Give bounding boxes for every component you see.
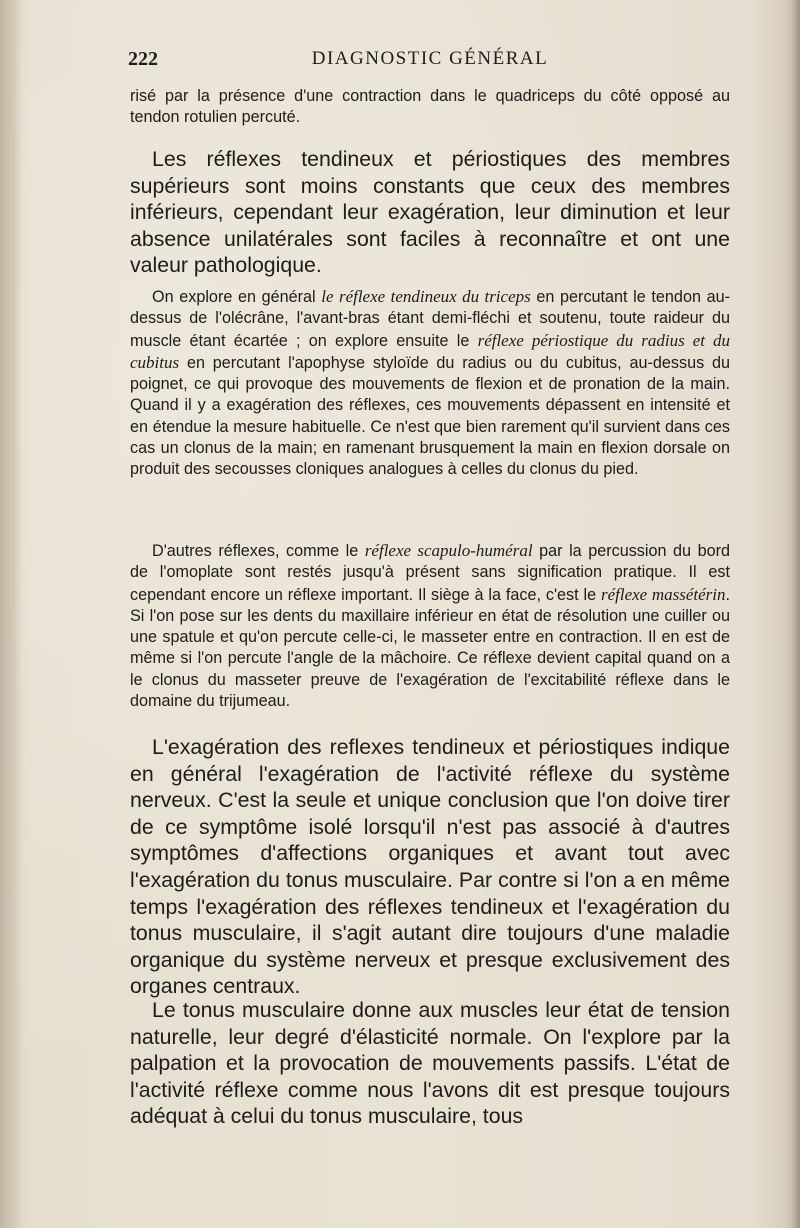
text-run: . Si l'on pose sur les dents du maxillaire inférieur en état de résolution une cuiller ou une spatule et qu'on percute celle-ci, le masseter entre en contraction. Il en est de même si l'on percute l'angle de la mâchoire. Ce réflexe devient capital quand on a le clonus du masseter preuve de l'exagération de l'excitabilité réflexe dans le domaine du trijumeau. [130, 585, 730, 711]
text-run: en percutant le tendon au-dessus de l'olécrâne, l'avant-bras étant demi-fléchi et soutenu, toute raideur du muscle étant écartée ; on explore ensuite le [130, 288, 730, 350]
paragraph-continuation: risé par la présence d'une contraction dans le quadriceps du côté opposé au tendon rotulien percuté. [130, 87, 730, 127]
page-right-edge [786, 0, 800, 1228]
text-run: par la percussion du bord de l'omoplate sont restés jusqu'à présent sans signification pratique. Il est cependant encore un réflexe important. Il siège à la face, c'est le [130, 542, 731, 604]
page-left-edge [0, 0, 22, 1228]
text-run: D'autres réflexes, comme le [152, 542, 365, 560]
paragraph-upper-limb-reflexes: Les réflexes tendineux et périostiques des membres supérieurs sont moins constants que ceux des membres inférieurs, cependant leur exagération, leur diminution et leur absence unilatérales sont faciles à reconnaître et ont une valeur pathologique. [130, 147, 730, 278]
italic-term-masseter-reflex: réflexe massétérin [600, 584, 726, 604]
text-run: en percutant l'apophyse styloïde du radius ou du cubitus, au-dessus du poignet, ce qui provoque des mouvements de flexion et de pronation de la main. Quand il y a exagération des réflexes, ces mouvements dépassent en intensité et en étendue la mesure habituelle. Ce n'est que bien rarement qu'il survient dans ces cas un clonus de la main; en ramenant brusquement la main en flexion dorsale on produit des secousses cloniques analogues à celles du clonus du pied. [130, 353, 730, 479]
paragraph-reflex-exaggeration: L'exagération des reflexes tendineux et périostiques indique en général l'exagération de l'activité réflexe du système nerveux. C'est la seule et unique conclusion que l'on doive tirer de ce symptôme isolé lorsqu'il n'est pas associé à d'autres symptômes d'affections organiques et avant tout avec l'exagération du tonus musculaire. Par contre si l'on a en même temps l'exagération des réflexes tendineux et l'exagération du tonus musculaire, il s'agit autant dire toujours d'une maladie organique du système nerveux et presque exclusivement des organes centraux. [130, 735, 730, 999]
text-run: On explore en général [152, 288, 322, 306]
italic-term-periosteal-reflex: réflexe périostique du radius et du cubitus [130, 330, 730, 372]
running-title: DIAGNOSTIC GÉNÉRAL [311, 48, 549, 69]
page-number: 222 [128, 48, 158, 70]
paragraph-muscle-tone: Le tonus musculaire donne aux muscles leur état de tension naturelle, leur degré d'élasticité normale. On l'explore par la palpation et la provocation de mouvements passifs. L'état de l'activité réflexe comme nous l'avons dit est presque toujours adéquat à celui du tonus musculaire, tous [130, 998, 730, 1129]
paragraph-triceps-reflex [130, 286, 730, 481]
page-header [128, 48, 732, 76]
italic-term-triceps-reflex: le réflexe tendineux du triceps [321, 287, 531, 306]
italic-term-scapulo-humeral-reflex: réflexe scapulo-huméral [364, 541, 533, 560]
paragraph-other-reflexes [130, 540, 730, 712]
